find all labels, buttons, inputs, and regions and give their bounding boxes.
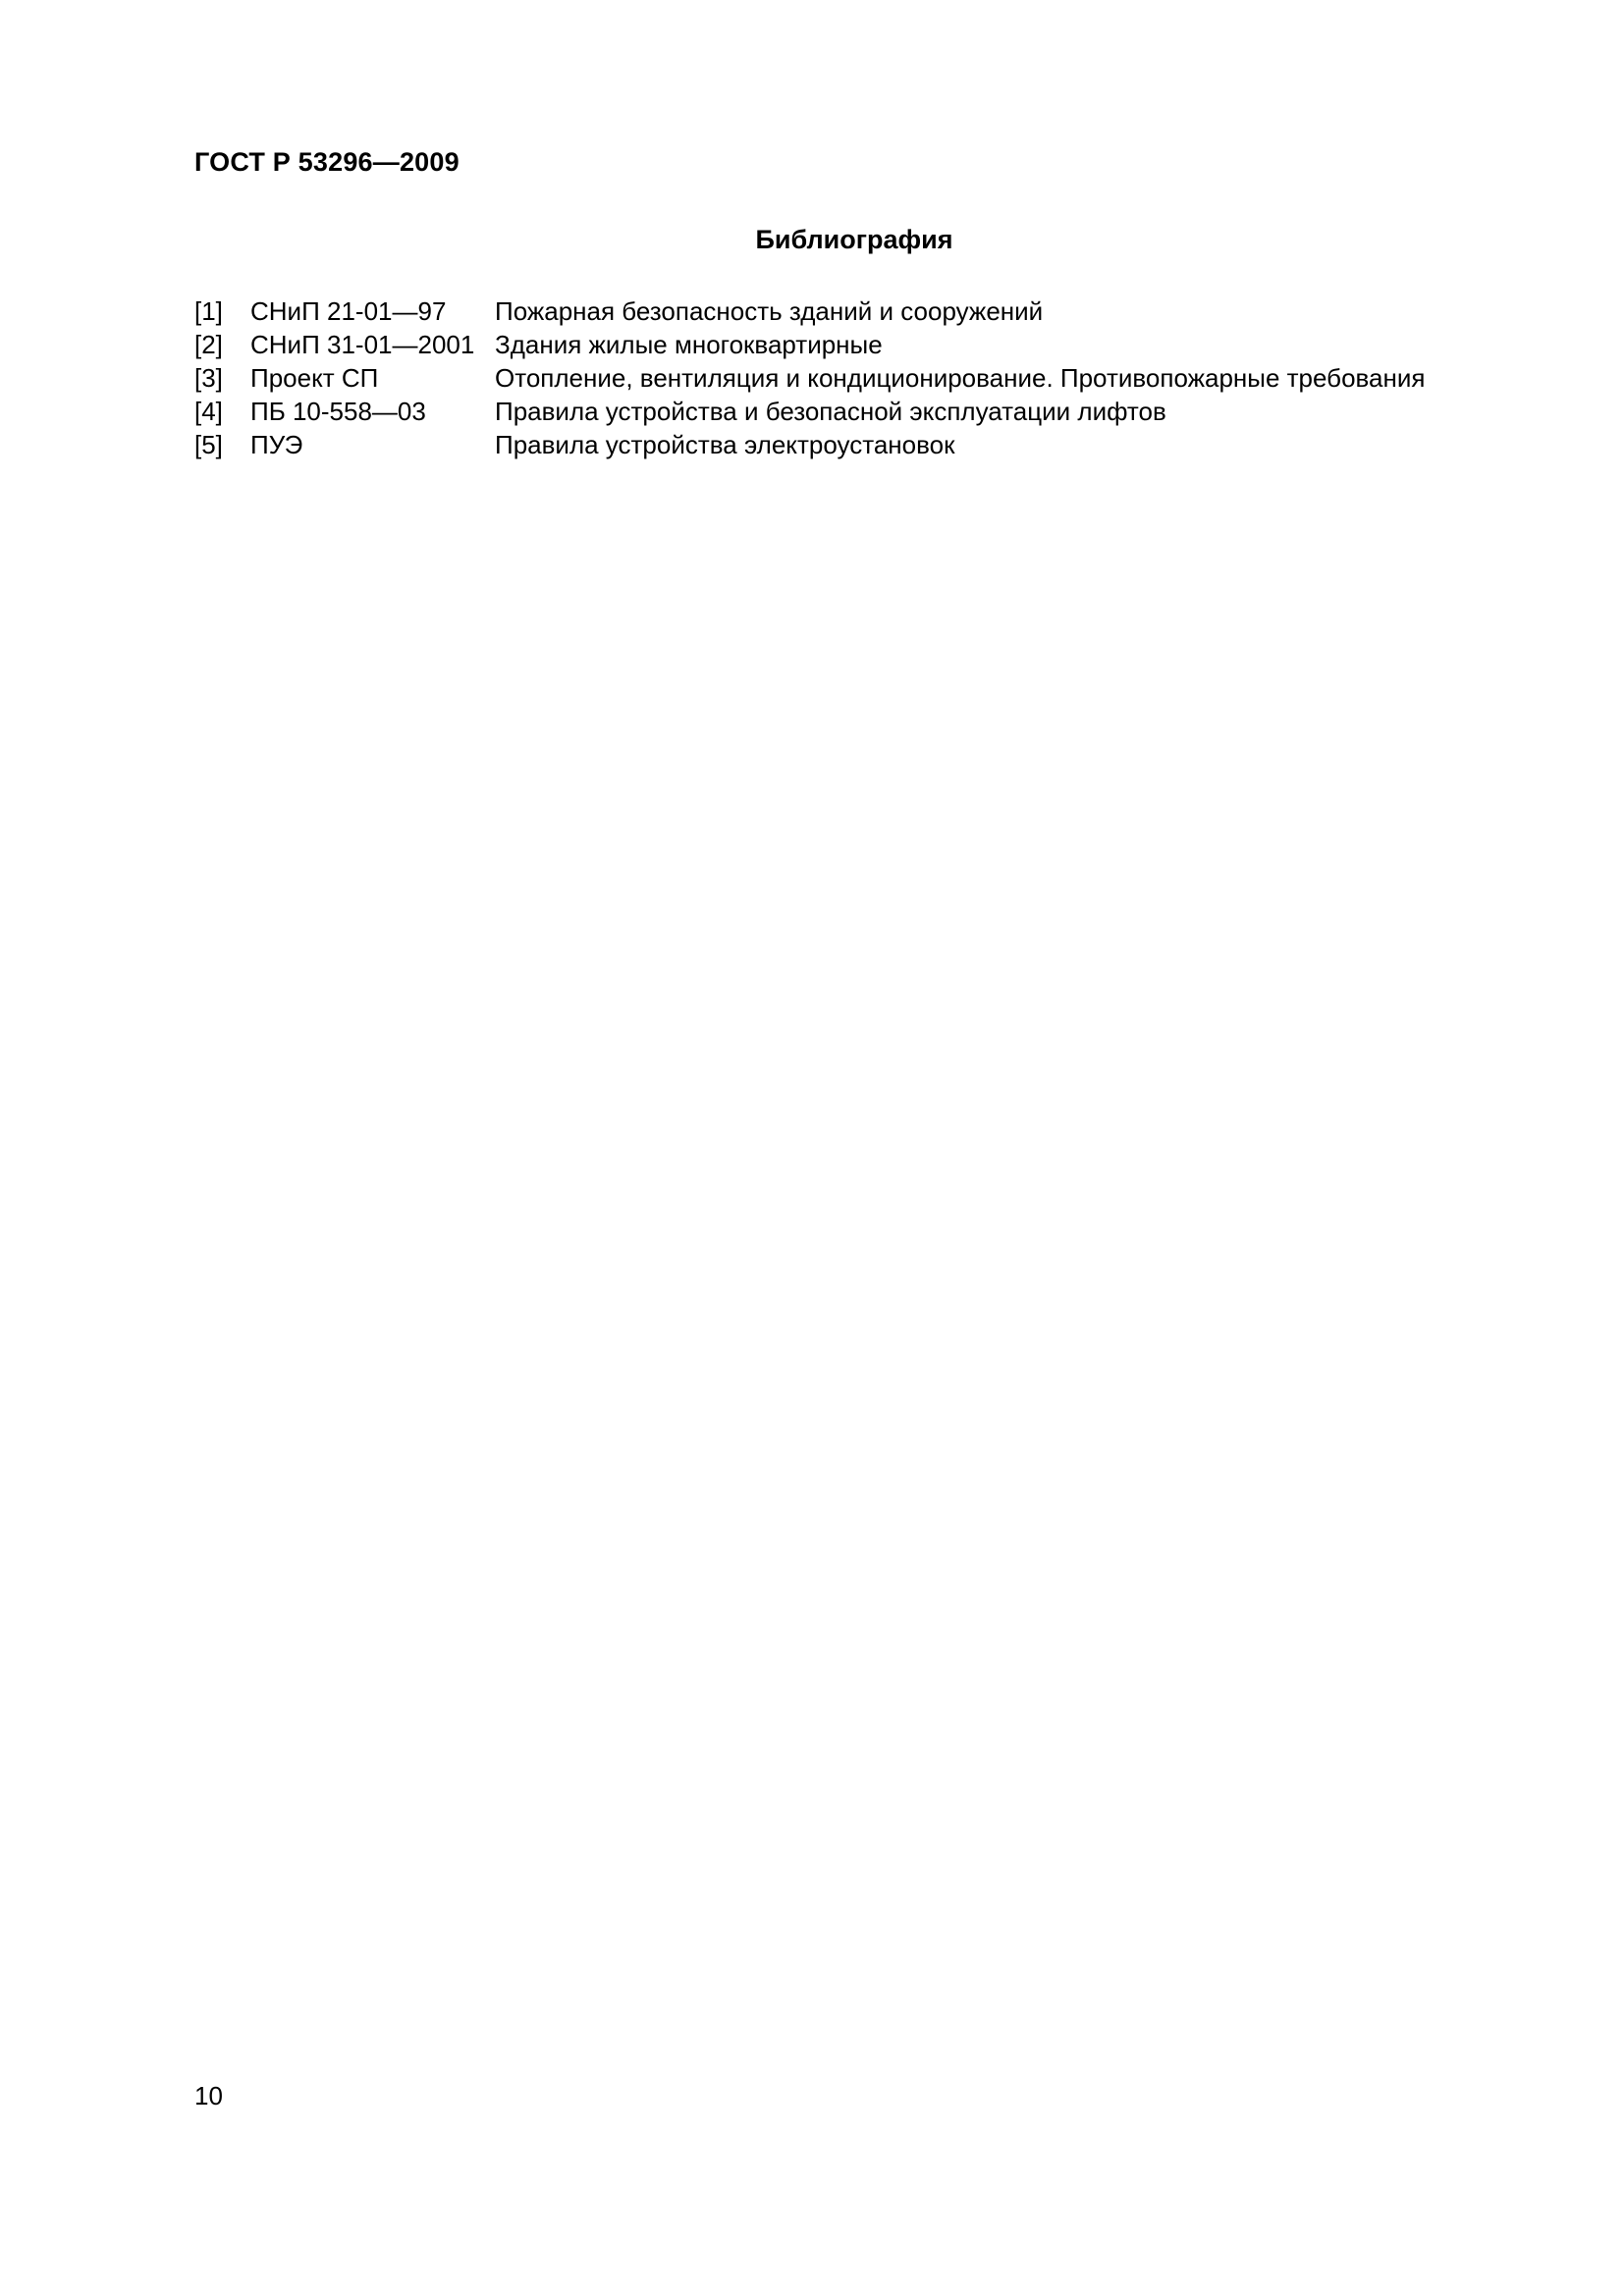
entry-title: Правила устройства электроустановок — [495, 430, 955, 459]
bibliography-entry — [194, 361, 1471, 395]
entry-code: СНиП 21-01—97 — [250, 296, 447, 326]
bibliography-entry — [194, 294, 1471, 328]
entry-title: Пожарная безопасность зданий и сооружений — [495, 296, 1044, 326]
entry-code: Проект СП — [250, 363, 379, 393]
entry-number: [5] — [194, 430, 223, 459]
entry-code: ПУЭ — [250, 430, 303, 459]
entry-number: [4] — [194, 397, 223, 426]
page-number: 10 — [194, 2081, 223, 2110]
entry-number: [1] — [194, 296, 223, 326]
entry-number: [3] — [194, 363, 223, 393]
section-title: Библиография — [755, 225, 953, 254]
entry-code: СНиП 31-01—2001 — [250, 330, 475, 359]
bibliography-entry — [194, 395, 1471, 428]
entry-title: Здания жилые многоквартирные — [495, 330, 883, 359]
entry-code: ПБ 10-558—03 — [250, 397, 426, 426]
entry-title: Правила устройства и безопасной эксплуатации лифтов — [495, 397, 1166, 426]
entry-title: Отопление, вентиляция и кондиционирование. Противопожарные требования — [495, 363, 1426, 393]
bibliography-list — [194, 294, 1471, 461]
bibliography-entry — [194, 328, 1471, 361]
document-code: ГОСТ Р 53296—2009 — [194, 147, 460, 177]
bibliography-entry — [194, 428, 1471, 461]
entry-number: [2] — [194, 330, 223, 359]
